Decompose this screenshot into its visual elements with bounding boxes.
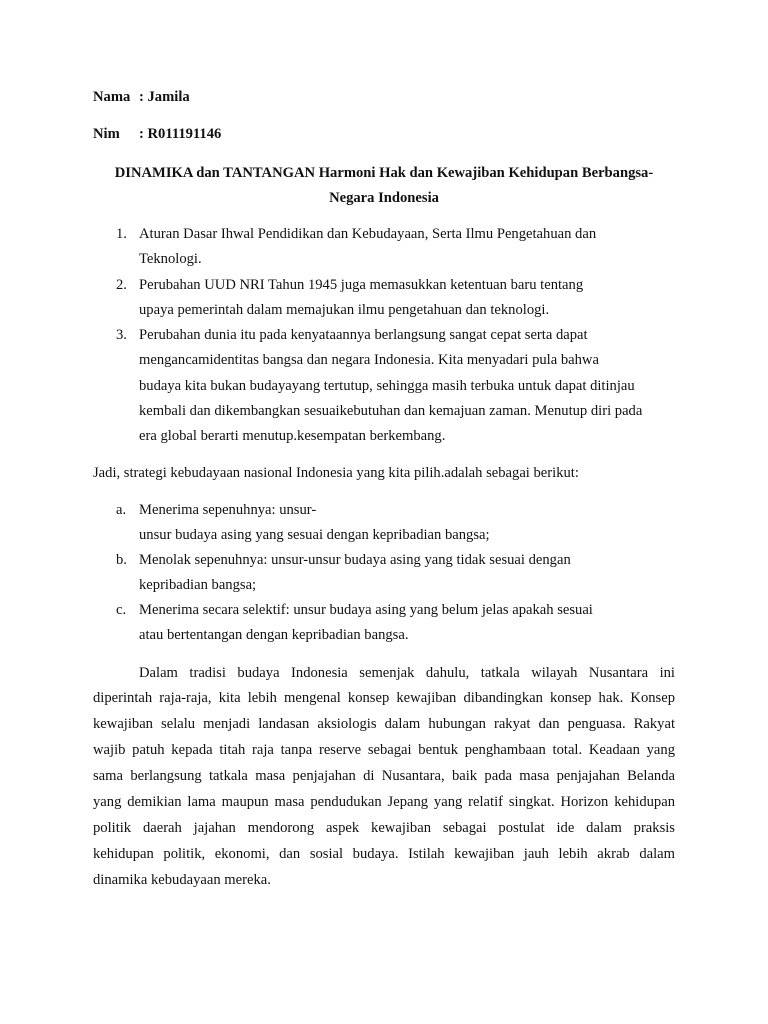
document-title-line-2: Negara Indonesia — [329, 190, 439, 206]
list-item-line: Perubahan UUD NRI Tahun 1945 juga memasukkan ketentuan baru tentang — [139, 277, 584, 293]
paragraph-line: Dalam tradisi budaya Indonesia semenjak dahulu, tatkala wilayah Nusantara ini — [139, 665, 675, 681]
list-item-line: Aturan Dasar Ihwal Pendidikan dan Kebudayaan, Serta Ilmu Pengetahuan dan — [139, 226, 597, 242]
paragraph-line: kewajiban selalu menjadi landasan aksiologis dalam hubungan rakyat dan penguasa. Rakyat — [93, 716, 675, 732]
paragraph-line: politik daerah jajahan mendorong aspek kewajiban sebagai postulat ide dalam praksis — [93, 820, 675, 836]
paragraph-line: wajib patuh kepada titah raja tanpa reserve sebagai bentuk penghambaan total. Keadaan yang — [93, 742, 675, 758]
list-item-line: kepribadian bangsa; — [139, 577, 257, 593]
list-marker: 2. — [116, 277, 127, 293]
list-marker: a. — [116, 502, 127, 518]
paragraph-line: dinamika kebudayaan mereka. — [93, 872, 271, 888]
document-title-line-1: DINAMIKA dan TANTANGAN Harmoni Hak dan Kewajiban Kehidupan Berbangsa- — [114, 165, 654, 181]
list-item-line: unsur budaya asing yang sesuai dengan kepribadian bangsa; — [139, 527, 490, 543]
list-item-line: kembali dan dikembangkan sesuaikebutuhan dan kemajuan zaman. Menutup diri pada — [139, 403, 643, 419]
nama-value: : Jamila — [139, 89, 190, 105]
list-item-line: Teknologi. — [139, 251, 202, 267]
strategy-intro: Jadi, strategi kebudayaan nasional Indonesia yang kita pilih.adalah sebagai berikut: — [93, 465, 579, 481]
list-marker: c. — [116, 602, 127, 618]
list-item-line: Menerima secara selektif: unsur budaya asing yang belum jelas apakah sesuai — [139, 602, 593, 618]
nama-label: Nama — [93, 89, 131, 105]
list-item-line: Menerima sepenuhnya: unsur- — [139, 502, 317, 518]
paragraph-line: sama berlangsung tatkala masa penjajahan di Nusantara, baik pada masa penjajahan Belanda — [93, 768, 675, 784]
list-item-line: Menolak sepenuhnya: unsur-unsur budaya asing yang tidak sesuai dengan — [139, 552, 571, 568]
list-item-line: mengancamidentitas bangsa dan negara Indonesia. Kita menyadari pula bahwa — [139, 352, 599, 368]
list-item-line: Perubahan dunia itu pada kenyataannya berlangsung sangat cepat serta dapat — [139, 327, 588, 343]
nim-value: : R011191146 — [139, 126, 222, 142]
list-item-line: era global berarti menutup.kesempatan berkembang. — [139, 428, 446, 444]
paragraph-line: yang demikian lama maupun masa pendudukan Jepang yang relatif singkat. Horizon kehidupan — [93, 794, 675, 810]
list-marker: 3. — [116, 327, 127, 343]
list-marker: b. — [116, 552, 127, 568]
paragraph-line: diperintah raja-raja, kita lebih mengenal konsep kewajiban dibandingkan konsep hak. Konsep — [93, 690, 675, 706]
list-item-line: budaya kita bukan budayayang tertutup, sehingga masih terbuka untuk dapat ditinjau — [139, 378, 635, 394]
nim-label: Nim — [93, 126, 120, 142]
list-item-line: atau bertentangan dengan kepribadian bangsa. — [139, 627, 409, 643]
paragraph-line: kehidupan politik, ekonomi, dan sosial budaya. Istilah kewajiban jauh lebih akrab dalam — [93, 846, 675, 862]
list-item-line: upaya pemerintah dalam memajukan ilmu pengetahuan dan teknologi. — [139, 302, 550, 318]
list-marker: 1. — [116, 226, 127, 242]
